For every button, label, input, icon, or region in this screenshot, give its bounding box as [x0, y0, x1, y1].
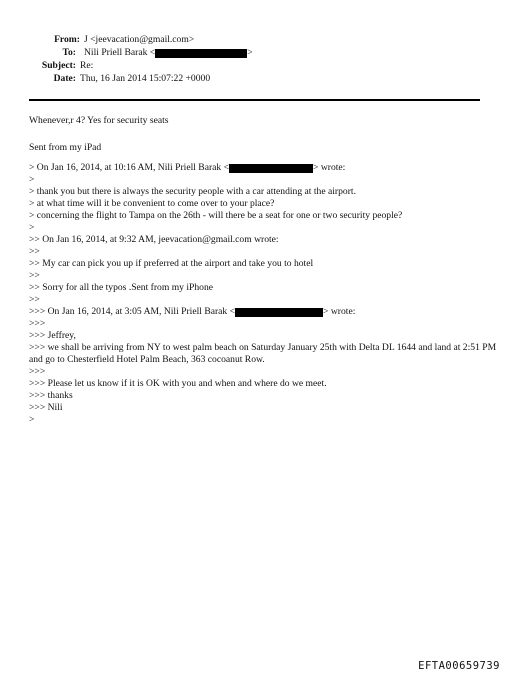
subject-label: Subject: [41, 60, 76, 71]
redaction-box [235, 308, 323, 317]
quote-3-intro: >>> On Jan 16, 2014, at 3:05 AM, Nili Priell Barak < > wrote: [29, 306, 356, 317]
quote-line: > at what time will it be convenient to come over to your place? [29, 198, 275, 209]
to-label: To: [62, 47, 76, 58]
quote-line: >> [29, 294, 40, 305]
reply-text: Whenever,r 4? Yes for security seats [29, 115, 169, 126]
from-row [0, 34, 512, 46]
quote-line: > [29, 414, 35, 425]
quote-line: >>> Jeffrey, [29, 330, 76, 341]
header-divider [29, 99, 480, 101]
to-suffix: > [247, 47, 253, 58]
email-header [0, 34, 512, 85]
quote-line: > [29, 174, 35, 185]
quote-line: > thank you but there is always the security people with a car attending at the airport. [29, 186, 356, 197]
quote-line: > concerning the flight to Tampa on the 26th - will there be a seat for one or two security people? [29, 210, 403, 221]
quote-line: > [29, 222, 35, 233]
quote-line: >> [29, 246, 40, 257]
email-body [29, 115, 499, 426]
redaction-box [155, 49, 247, 58]
quote-line: >>> thanks [29, 390, 73, 401]
quote-line: >>> we shall be arriving from NY to west palm beach on Saturday January 25th with Delta DL 1644 and land at 2:51 PM and go to Chesterfield Hotel Palm Beach, 363 cocoanut Row. [29, 342, 497, 365]
quote-2-intro: >> On Jan 16, 2014, at 9:32 AM, jeevacation@gmail.com wrote: [29, 234, 279, 245]
quote-line: >>> [29, 318, 46, 329]
quote-line: >> My car can pick you up if preferred at the airport and take you to hotel [29, 258, 314, 269]
signature: Sent from my iPad [29, 142, 102, 153]
quote-line: >>> [29, 366, 46, 377]
date-row [0, 73, 512, 85]
redaction-box [229, 164, 313, 173]
quote-line: >>> Nili [29, 402, 63, 413]
from-label: From: [54, 34, 80, 45]
subject-row [0, 60, 512, 72]
document-id: EFTA00659739 [418, 660, 500, 672]
to-row [0, 47, 512, 59]
quote-1-intro: > On Jan 16, 2014, at 10:16 AM, Nili Priell Barak < > wrote: [29, 162, 346, 173]
quote-line: >> Sorry for all the typos .Sent from my iPhone [29, 282, 214, 293]
from-value: J <jeevacation@gmail.com> [84, 34, 195, 45]
quote-line: >> [29, 270, 40, 281]
date-value: Thu, 16 Jan 2014 15:07:22 +0000 [80, 73, 211, 84]
quote-line: >>> Please let us know if it is OK with you and when and where do we meet. [29, 378, 327, 389]
to-name: Nili Priell Barak < [84, 47, 156, 58]
to-value [84, 47, 253, 59]
subject-value: Re: [80, 60, 94, 71]
date-label: Date: [53, 73, 76, 84]
